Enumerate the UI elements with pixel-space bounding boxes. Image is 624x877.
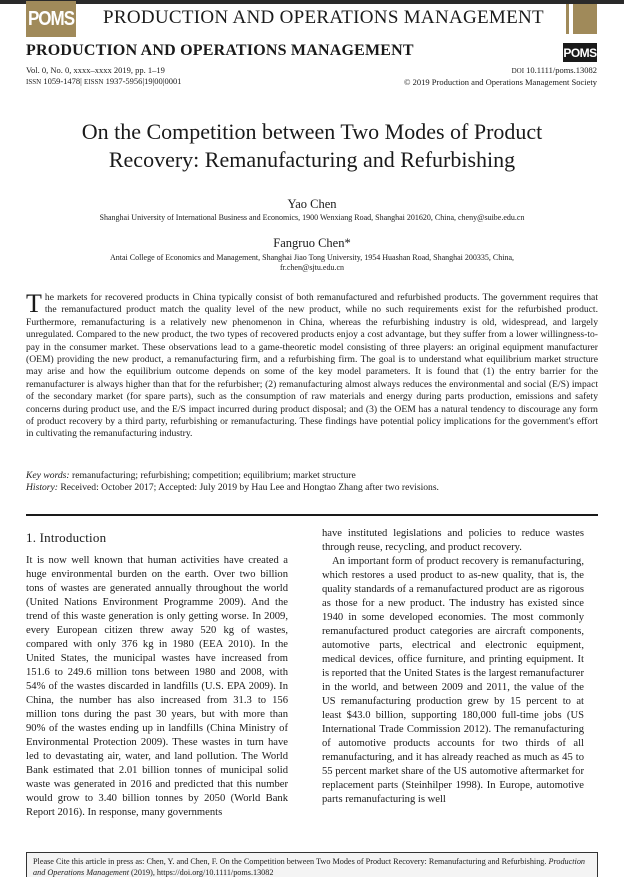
- body-column-right: [322, 527, 584, 807]
- section-divider: [26, 514, 598, 516]
- history-label: History:: [26, 482, 58, 494]
- issn-value: 1059-1478|: [43, 76, 82, 86]
- journal-meta-left: [26, 65, 182, 88]
- paper-title: [0, 118, 624, 174]
- affiliation-line: Antai College of Economics and Management, Shanghai Jiao Tong University, 1954 Huashan Road, Shanghai 200335, China,: [109, 253, 515, 262]
- journal-meta-right: [404, 65, 597, 88]
- citation-journal: Production and Operations Management: [33, 857, 586, 877]
- abstract-dropcap: T: [26, 289, 42, 318]
- issn-line: [26, 76, 182, 88]
- author-email[interactable]: fr.chen@sjtu.edu.cn: [279, 263, 344, 272]
- abstract: [26, 289, 598, 441]
- keywords-label: Key words:: [26, 470, 70, 481]
- paper-title-line1: On the Competition between Two Modes of Product: [81, 119, 543, 144]
- journal-title: PRODUCTION AND OPERATIONS MANAGEMENT: [26, 42, 414, 59]
- volume-line: Vol. 0, No. 0, xxxx–xxxx 2019, pp. 1–19: [26, 65, 165, 75]
- author-affiliation: Shanghai University of International Business and Economics, 1900 Wenxiang Road, Shanghai 201620, China, cheny@suibe.edu.cn: [99, 213, 525, 222]
- body-column-left: [26, 554, 288, 820]
- doi-line: [404, 65, 597, 77]
- eissn-value: 1937-5956|19|00|0001: [105, 76, 182, 86]
- author-name: Yao Chen: [287, 197, 337, 211]
- paper-title-line2: Recovery: Remanufacturing and Refurbishing: [108, 147, 516, 172]
- body-paragraph: An important form of product recovery is remanufacturing, which restores a used product to as-new quality, that is, the quality standards of a remanufactured product are as rigorous as those for a new product. The industry has existed since 1940 in some developed economies. The most commonly remanufactured product categories are aircraft components, automotive parts, electrical and electronic equipment, medical devices, office furniture, and printing equipment. It is reported that the United States is the largest remanufacturer in the world, and between 2009 and 2011, the value of the US remanufacturing production grew by 15 percent to at least $43.0 billion, supporting 180,000 full-time jobs (US International Trade Commission 2012). The remanufacturing of automotive products accounts for two thirds of all remanufacturing, and it has already reached as much as 45 to 55 percent market share of the US automotive aftermarket for replacement parts (Steinhilper 1998). In Europe, automotive parts remanufacturing is well: [322, 556, 584, 805]
- body-paragraph: have instituted legislations and policies to reduce wastes through reuse, recycling, and product recovery.: [322, 528, 584, 553]
- section-heading: 1. Introduction: [26, 530, 107, 545]
- eissn-label: EISSN: [83, 78, 104, 86]
- citation-prefix: Please Cite this article in press as: Chen, Y. and Chen, F. On the Competition between Two Modes of Product Recovery: Remanufacturing and Refurbishing.: [33, 857, 549, 866]
- doi-label: DOI: [511, 67, 525, 75]
- banner-stripe: [573, 4, 597, 34]
- keywords-value: remanufacturing; refurbishing; competition; equilibrium; market structure: [69, 470, 356, 481]
- issn-label: ISSN: [26, 78, 42, 86]
- doi-link[interactable]: 10.1111/poms.13082: [526, 65, 597, 75]
- history-line: [26, 482, 598, 494]
- copyright: © 2019 Production and Operations Management Society: [404, 77, 597, 87]
- author-name: Fangruo Chen*: [273, 236, 351, 250]
- keywords-line: [26, 470, 598, 482]
- history-value: Received: October 2017; Accepted: July 2019 by Hau Lee and Hongtao Zhang after two revisions.: [57, 482, 439, 494]
- body-paragraph: It is now well known that human activities have created a huge environmental burden on the earth. Over two billion tons of wastes are generated annually throughout the world (United Nations Environment Programme 2009). And the trend of this waste generation is only getting worse. In 2009, every European citizen threw away 520 kg of wastes, compared with only 376 kg in 1980 (EEA 2010). In the United States, the municipal wastes have increased from 151.6 to 249.6 million tons between 1980 and 2008, with 54% of the wastes discarded in landfills (U.S. EPA 2009). In China, the number has also increased from 31.3 to 156 million tons during the past 30 years, but with more than 90% of the wastes ending up in landfills (China Ministry of Environmental Protection 2009). These wastes in turn have led to devastating air, water, and land pollution. The World Bank estimated that 2.01 billion tonnes of municipal solid waste was generated in 2016 and predicted that this number would grow to 3.40 billion tonnes by 2050 (World Bank Report 2016). In response, many governments: [26, 555, 288, 818]
- journal-banner: [0, 4, 624, 34]
- poms-logo-banner: POMS: [26, 1, 76, 37]
- citation-doi-link[interactable]: (2019), https://doi.org/10.1111/poms.13082: [128, 868, 274, 877]
- abstract-text: he markets for recovered products in China typically consist of both remanufactured and refurbished products. The government requires that the remanufactured product match the quality level of the new product, while no such requirements exist for the refurbished product. Furthermore, remanufacturing is a relatively new phenomenon in China, whereas the refurbishing industry is old, widespread, and largely unregulated. Compared to the new product, the two types of recovered products enjoy a cost advantage, but they suffer from a lower willingness-to-pay in the consumer market. These observations lead to a game-theoretic model consisting of three players: an original equipment manufacturer (OEM) providing the new product, a remanufacturing firm, and a refurbishing firm. The goal is to understand what equilibrium market structure may arise and how the equilibrium outcome depends on some of the key model parameters. It is found that (1) the entry barrier for the remanufacturer is always higher than that for the refurbisher; (2) remanufacturing almost always reduces the environmental and social (E/S) impact of the secondary market (for spare parts), such as the consumption of raw materials and energy during parts production, emissions and safety concerns during product use, and the E/S impact incurred during product disposal; and (3) the OEM has a natural tendency to discourage any form of product recovery by a third party, refurbishing or remanufacturing. These findings have potential policy implications for the government's effort in cultivating the remanufacturing industry.: [26, 292, 598, 440]
- citation-box: [26, 852, 598, 877]
- poms-logo: POMS: [563, 43, 597, 62]
- banner-title: PRODUCTION AND OPERATIONS MANAGEMENT: [103, 7, 544, 28]
- banner-stripe: [566, 4, 569, 34]
- author-affiliation: [30, 253, 594, 273]
- keywords-block: [26, 470, 598, 495]
